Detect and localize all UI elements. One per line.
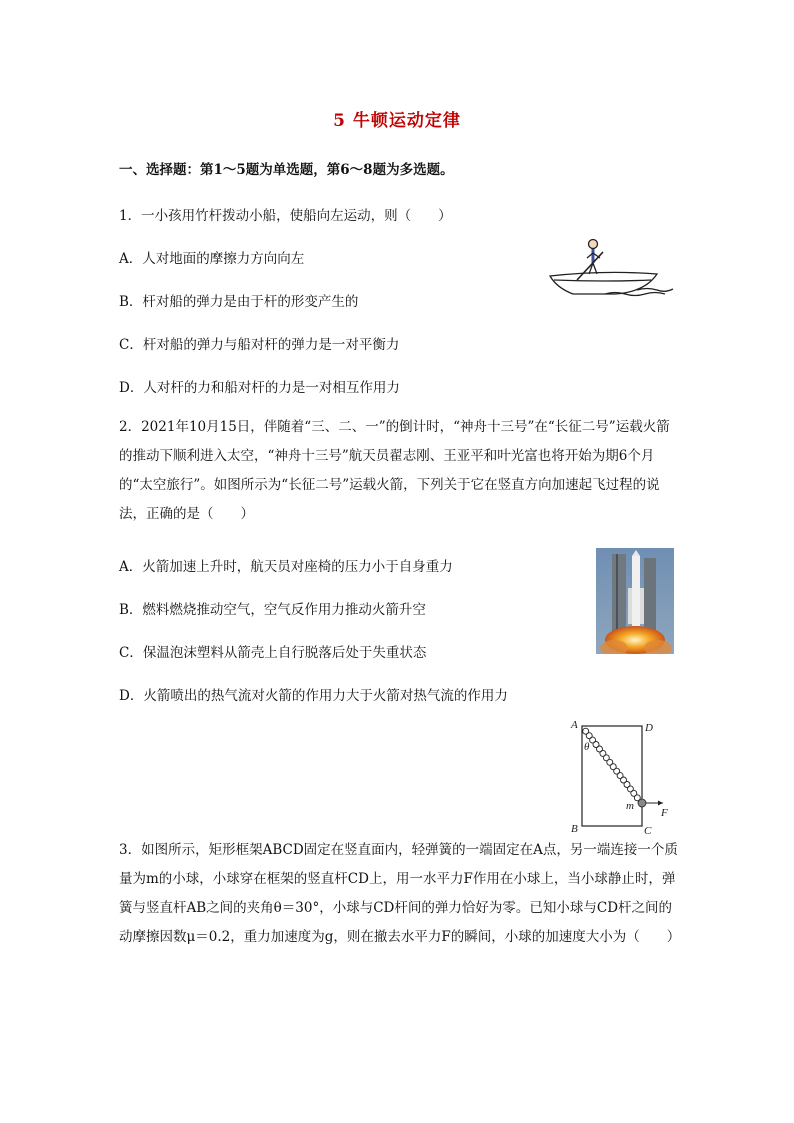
rocket-photo [596,548,674,654]
label-c: C [644,825,652,837]
q1-stem: 1．一小孩用竹杆拨动小船，使船向左运动，则（ ） [119,208,452,224]
boat-figure [545,236,677,302]
section-heading: 一、选择题：第1～5题为单选题，第6～8题为多选题。 [119,162,454,178]
q2-option-b: B．燃料燃烧推动空气，空气反作用力推动火箭升空 [119,602,426,618]
q2-option-c: C．保温泡沫塑料从箭壳上自行脱落后处于失重状态 [119,645,427,661]
label-f: F [661,807,668,819]
q1-option-a: A．人对地面的摩擦力方向向左 [119,251,305,267]
label-m: m [626,800,634,812]
label-d: D [645,722,653,734]
label-a: A [571,719,578,731]
label-theta: θ [584,741,590,753]
q1-option-d: D．人对杆的力和船对杆的力是一对相互作用力 [119,380,400,396]
q2-option-a: A．火箭加速上升时，航天员对座椅的压力小于自身重力 [119,559,453,575]
q2-option-d: D．火箭喷出的热气流对火箭的作用力大于火箭对热气流的作用力 [119,688,508,704]
page-title: 5 牛顿运动定律 [333,111,461,131]
q1-option-b: B．杆对船的弹力是由于杆的形变产生的 [119,294,359,310]
q2-stem: 2．2021年10月15日，伴随着“三、二、一”的倒计时，“神舟十三号”在“长征二号”运载火箭的推动下顺利进入太空，“神舟十三号”航天员翟志刚、王亚平和叶光富也将开始为期6个月的“太空旅行”。如图所示为“长征二号”运载火箭，下列关于它在竖直方向加速起飞过程的说法，正确的是（ ） [119,419,670,522]
q1-option-c: C．杆对船的弹力与船对杆的弹力是一对平衡力 [119,337,400,353]
q3-stem: 3．如图所示，矩形框架ABCD固定在竖直面内，轻弹簧的一端固定在A点，另一端连接一个质量为m的小球，小球穿在框架的竖直杆CD上，用一水平力F作用在小球上，当小球静止时，弹簧与竖直杆AB之间的夹角θ＝30°，小球与CD杆间的弹力恰好为零。已知小球与CD杆之间的动摩擦因数μ＝0.2，重力加速度为g，则在撤去水平力F的瞬间，小球的加速度大小为（ ） [119,842,681,945]
label-b: B [571,823,578,835]
frame-figure [565,716,675,840]
